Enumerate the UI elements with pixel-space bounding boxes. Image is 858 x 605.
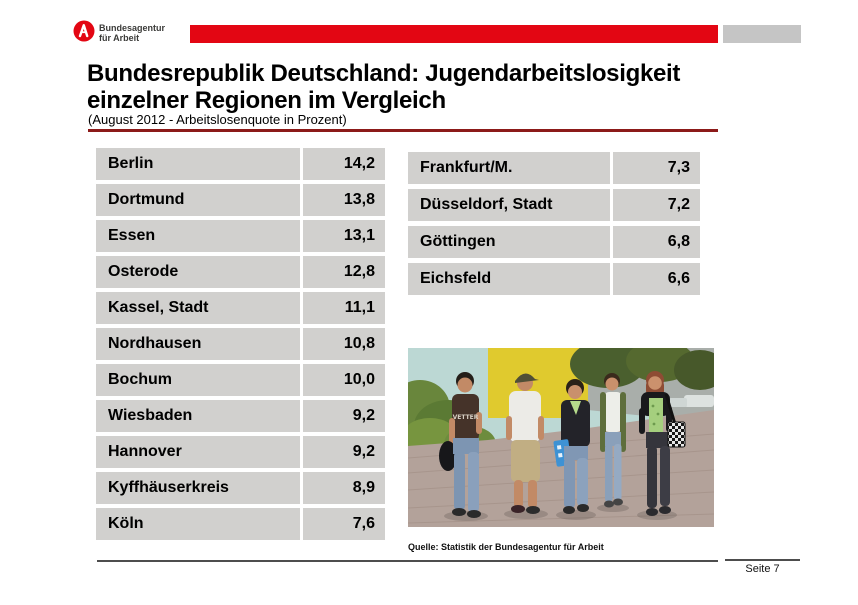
table-row xyxy=(96,328,385,360)
page-subtitle: (August 2012 - Arbeitslosenquote in Prozent) xyxy=(88,112,347,127)
region-value-cell: 7,2 xyxy=(613,189,700,221)
photo-source-caption: Quelle: Statistik der Bundesagentur für Arbeit xyxy=(408,542,604,552)
region-name-cell: Osterode xyxy=(96,256,300,288)
region-name-cell: Hannover xyxy=(96,436,300,468)
region-value-cell: 9,2 xyxy=(303,400,385,432)
region-name-cell: Nordhausen xyxy=(96,328,300,360)
table-row xyxy=(96,364,385,396)
region-value-cell: 13,8 xyxy=(303,184,385,216)
page-title-line2: einzelner Regionen im Vergleich xyxy=(87,87,446,114)
svg-text:VETTER: VETTER xyxy=(452,414,479,421)
region-name-cell: Wiesbaden xyxy=(96,400,300,432)
bundesagentur-logo-icon xyxy=(73,20,95,42)
logo-text-line1: Bundesagentur xyxy=(99,23,166,33)
region-value-cell: 12,8 xyxy=(303,256,385,288)
title-underline xyxy=(88,129,718,132)
page-title-line1: Bundesrepublik Deutschland: Jugendarbeitslosigkeit xyxy=(87,60,681,87)
region-name-cell: Frankfurt/M. xyxy=(408,152,610,184)
region-value-cell: 7,6 xyxy=(303,508,385,540)
region-value-cell: 6,6 xyxy=(613,263,700,295)
footer-divider-short xyxy=(725,559,800,561)
region-name-cell: Berlin xyxy=(96,148,300,180)
table-row xyxy=(408,226,700,258)
region-value-cell: 9,2 xyxy=(303,436,385,468)
table-row xyxy=(96,184,385,216)
region-value-cell: 14,2 xyxy=(303,148,385,180)
table-row xyxy=(96,508,385,540)
unemployment-table-right xyxy=(408,152,700,300)
logo-text-line2: für Arbeit xyxy=(99,33,140,43)
table-row xyxy=(96,400,385,432)
region-name-cell: Kassel, Stadt xyxy=(96,292,300,324)
table-row xyxy=(96,220,385,252)
table-row xyxy=(96,292,385,324)
region-value-cell: 6,8 xyxy=(613,226,700,258)
region-value-cell: 13,1 xyxy=(303,220,385,252)
table-row xyxy=(96,436,385,468)
region-value-cell: 7,3 xyxy=(613,152,700,184)
region-name-cell: Göttingen xyxy=(408,226,610,258)
page-number: Seite 7 xyxy=(745,563,780,575)
logo-text xyxy=(99,23,165,43)
region-name-cell: Düsseldorf, Stadt xyxy=(408,189,610,221)
region-value-cell: 10,8 xyxy=(303,328,385,360)
region-name-cell: Köln xyxy=(96,508,300,540)
region-name-cell: Dortmund xyxy=(96,184,300,216)
region-name-cell: Eichsfeld xyxy=(408,263,610,295)
unemployment-table-left xyxy=(96,148,385,544)
table-row xyxy=(96,472,385,504)
region-name-cell: Kyffhäuserkreis xyxy=(96,472,300,504)
table-row xyxy=(96,148,385,180)
table-row xyxy=(408,263,700,295)
header-red-bar xyxy=(190,25,718,43)
page-title xyxy=(87,60,680,114)
header-gray-bar xyxy=(723,25,801,43)
region-name-cell: Bochum xyxy=(96,364,300,396)
table-row xyxy=(408,152,700,184)
region-value-cell: 10,0 xyxy=(303,364,385,396)
region-value-cell: 11,1 xyxy=(303,292,385,324)
footer-divider-long xyxy=(97,560,718,562)
table-row xyxy=(96,256,385,288)
region-name-cell: Essen xyxy=(96,220,300,252)
photo-young-people-walking xyxy=(408,348,714,527)
region-value-cell: 8,9 xyxy=(303,472,385,504)
table-row xyxy=(408,189,700,221)
